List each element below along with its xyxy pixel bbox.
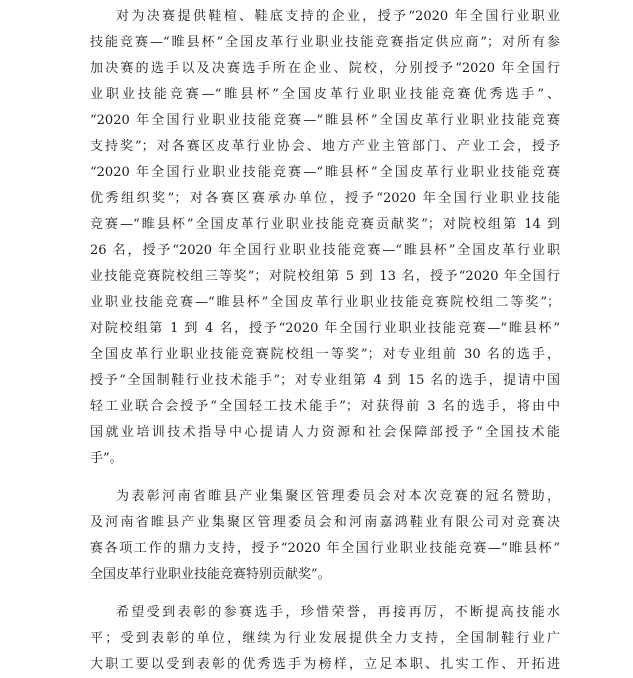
document-page (90, 4, 560, 678)
text-line: “2020 年全国行业职业技能竞赛—“睢县杯”全国皮革行业职业技能竞赛 (90, 113, 560, 128)
text-line: “2020 年全国行业职业技能竞赛—“睢县杯”全国皮革行业职业技能竞赛 (90, 165, 560, 180)
text-line: 业职业技能竞赛—“睢县杯”全国皮革行业职业技能竞赛优秀选手”、 (90, 87, 560, 102)
text-line: 及河南省睢县产业集聚区管理委员会和河南嘉鸿鞋业有限公司对竞赛决 (90, 515, 560, 530)
text-line: 手”。 (90, 451, 123, 466)
paragraph-awards (90, 4, 560, 472)
text-line: 优秀组织奖”；对各赛区赛承办单位，授予“2020 年全国行业职业技能 (90, 191, 560, 206)
text-line: 全国皮革行业职业技能竞赛特别贡献奖”。 (90, 567, 331, 582)
text-line: 加决赛的选手以及决赛选手所在企业、院校，分别授予“2020 年全国行 (90, 61, 560, 76)
text-line: 竞赛—“睢县杯”全国皮革行业职业技能竞赛贡献奖”；对院校组第 14 到 (90, 217, 560, 232)
paragraph-special-contribution (90, 484, 560, 588)
text-line: 全国皮革行业职业技能竞赛院校组一等奖”；对专业组前 30 名的选手， (90, 347, 560, 362)
text-line: 授予“全国制鞋行业技术能手”；对专业组第 4 到 15 名的选手，提请中国 (90, 373, 560, 388)
text-line: 为表彰河南省睢县产业集聚区管理委员会对本次竞赛的冠名赞助， (116, 489, 560, 504)
text-line: 支持奖”；对各赛区皮革行业协会、地方产业主管部门、产业工会，授予 (90, 139, 560, 154)
text-line: 对为决赛提供鞋楦、鞋底支持的企业，授予“2020 年全国行业职业 (116, 9, 560, 24)
text-line: 国就业培训技术指导中心提请人力资源和社会保障部授予“全国技术能 (90, 425, 560, 440)
text-line: 赛各项工作的鼎力支持，授予“2020 年全国行业职业技能竞赛—“睢县杯” (90, 541, 560, 556)
text-line: 大职工要以受到表彰的优秀选手为榜样，立足本职、扎实工作、开拓进 (90, 657, 560, 672)
text-line: 希望受到表彰的参赛选手，珍惜荣誉，再接再厉，不断提高技能水 (116, 605, 560, 620)
paragraph-closing (90, 600, 560, 678)
text-line: 轻工业联合会授予“全国轻工技术能手”；对获得前 3 名的选手，将由中 (90, 399, 560, 414)
text-line: 对院校组第 1 到 4 名，授予“2020 年全国行业职业技能竞赛—“睢县杯” (90, 321, 560, 336)
text-line: 26 名，授予“2020 年全国行业职业技能竞赛—“睢县杯”全国皮革行业职 (90, 243, 560, 258)
text-line: 平；受到表彰的单位，继续为行业发展提供全力支持，全国制鞋行业广 (90, 631, 560, 646)
text-line: 业技能竞赛院校组三等奖”；对院校组第 5 到 13 名，授予“2020 年全国行 (90, 269, 560, 284)
text-line: 技能竞赛—“睢县杯”全国皮革行业职业技能竞赛指定供应商”；对所有参 (90, 35, 560, 50)
text-line: 业职业技能竞赛—“睢县杯”全国皮革行业职业技能竞赛院校组二等奖”； (90, 295, 560, 310)
